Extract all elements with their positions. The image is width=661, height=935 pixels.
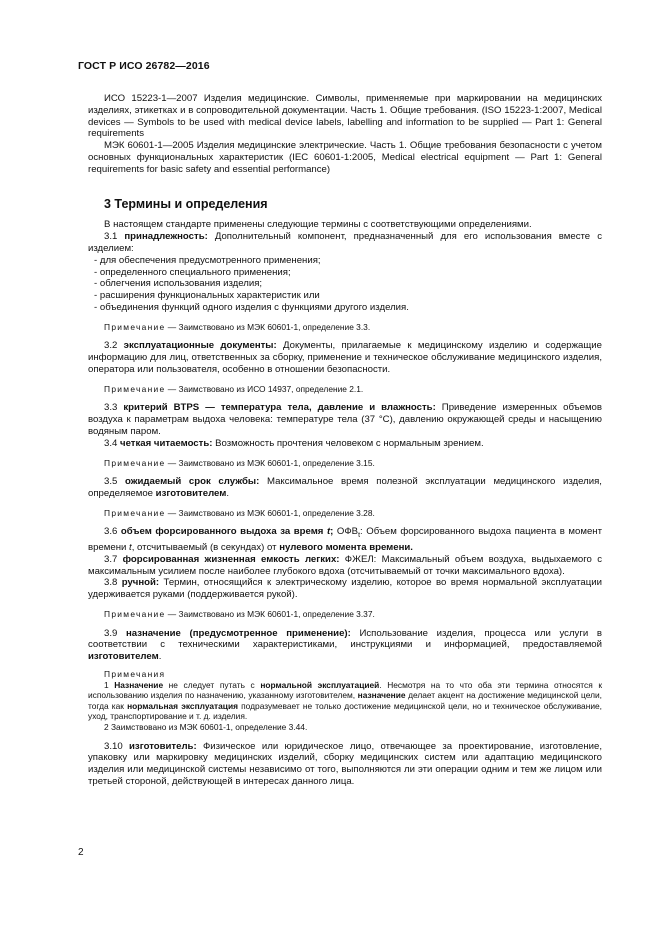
term-punct: ; <box>330 526 334 538</box>
term-definition: Дополнительный компонент, предназначенный для его использования вместе с изделием: <box>88 231 602 254</box>
note-3-9-2: 2 Заимствовано из МЭК 60601-1, определение 3.44. <box>104 721 308 732</box>
term-abbreviation: ОФВ <box>333 526 359 538</box>
term-3-10 <box>88 741 602 788</box>
term-number: 3.9 <box>104 627 126 639</box>
reference-iso-15223: ИСО 15223-1—2007 Изделия медицинские. Символы, применяемые при маркировании на медицинских изделиях, этикетках и в сопроводительной документации. Часть 1. Общие требования. (ISO 15223-1:2007, Medical devices — Symbols to be used with medical device labels, labelling and information to be supplied — Part 1: General requirements <box>88 93 602 140</box>
term-definition: Возможность прочтения человеком с нормальным зрением. <box>212 437 484 449</box>
accessory-purpose-list <box>88 255 602 314</box>
list-item: - определенного специального применения; <box>94 266 291 278</box>
term-variable: t <box>326 526 331 538</box>
abbreviation-subscript: t <box>358 532 361 540</box>
section-intro: В настоящем стандарте применены следующие термины с соответствующими определениями. <box>104 219 532 231</box>
note-text: . Несмотря на то что оба эти термина относятся к использованию изделия по назначению, указанному изготовителем, <box>88 679 602 701</box>
note-text: подразумевает не только достижение медицинской цели, но и техническое обслуживание, уход, транспортирование и т. д. изделия. <box>88 700 602 722</box>
term-end: . <box>226 487 230 499</box>
term-definition: Использование изделия, процесса или услуги в соответствии с техническими характеристиками, инструкциями и информацией, предоставляемой <box>88 627 602 651</box>
time-variable: t <box>129 542 132 553</box>
list-item: - расширения функциональных характеристик или <box>94 290 320 302</box>
term-end: . <box>158 651 162 663</box>
term-number: 3.7 <box>104 553 123 565</box>
term-name: четкая читаемость: <box>120 437 213 449</box>
term-name: назначение (предусмотренное применение): <box>126 627 351 639</box>
note-3-9-1 <box>88 680 602 722</box>
note-text: — Заимствовано из МЭК 60601-1, определение 3.3. <box>165 321 371 332</box>
term-number: 3.8 <box>104 577 122 589</box>
term-name: объем форсированного выдоха за время <box>120 526 327 538</box>
term-3-1 <box>88 231 602 255</box>
term-reference: нормальная эксплуатация <box>127 700 238 711</box>
term-3-9 <box>88 628 602 663</box>
section-title: 3 Термины и определения <box>104 196 268 211</box>
note-3-8 <box>88 609 602 620</box>
term-reference: нулевого момента времени. <box>279 542 413 553</box>
note-text: не следует путать с <box>163 679 261 690</box>
term-number: 3.3 <box>104 402 124 414</box>
note-label: Примечание <box>104 507 166 518</box>
note-text: — Заимствовано из ИСО 14937, определение 2.1. <box>165 383 364 394</box>
note-3-4 <box>88 458 602 469</box>
term-name: форсированная жизненная емкость легких: <box>122 553 340 565</box>
standard-header: ГОСТ Р ИСО 26782—2016 <box>78 60 210 72</box>
note-label: Примечание <box>104 321 166 332</box>
note-3-2 <box>88 384 602 395</box>
term-3-5 <box>88 476 602 500</box>
term-number: 3.4 <box>104 437 121 449</box>
note-label: Примечание <box>104 457 166 468</box>
term-number: 3.6 <box>104 526 121 538</box>
note-3-5 <box>88 508 602 519</box>
term-name: ожидаемый срок службы: <box>125 476 260 488</box>
term-name: критерий BTPS — температура тела, давление и влажность: <box>123 402 436 414</box>
term-3-4 <box>88 438 602 450</box>
term-reference: изготовителем <box>155 487 227 499</box>
reference-iec-60601: МЭК 60601-1—2005 Изделия медицинские электрические. Часть 1. Общие требования безопасности с учетом основных функциональных характеристик (IEC 60601-1:2005, Medical electrical equipment — Part 1: General requirements for basic safety and essential performance) <box>88 140 602 175</box>
note-text: — Заимствовано из МЭК 60601-1, определение 3.28. <box>165 507 375 518</box>
term-3-7 <box>88 554 602 578</box>
note-number: 1 <box>104 679 115 690</box>
term-3-6 <box>88 526 602 554</box>
term-number: 3.5 <box>104 476 125 488</box>
page-content <box>88 93 602 788</box>
term-definition: Приведение измеренных объемов воздуха к параметрам выдоха человека: температуре тела (37 °С), давлению окружающей среды и насыщению водяным паром. <box>88 402 602 437</box>
list-item: - облегчения использования изделия; <box>94 278 263 290</box>
term-name: ручной: <box>121 577 160 589</box>
term-definition: Физическое или юридическое лицо, отвечающее за проектирование, изготовление, упаковку или маркировку медицинских изделий, сборку медицинских систем или адаптацию медицинского изделия или медицинской системы независимо от того, выполняются ли эти операции одним и тем же лицом или третьей стороной, действующей в интересах данного лица. <box>88 740 603 787</box>
term-number: 3.1 <box>104 231 125 243</box>
notes-label: Примечания <box>104 668 166 679</box>
term-definition: Документы, прилагаемые к медицинскому изделию и содержащие информацию для лиц, ответственных за сборку, применение и техническое обслуживание медицинского изделия, оператора или пользователя, особенно в отношении безопасности. <box>88 340 602 375</box>
note-text: делает акцент на достижение медицинской цели, тогда как <box>88 690 602 711</box>
note-text: — Заимствовано из МЭК 60601-1, определение 3.15. <box>165 457 375 468</box>
term-name: изготовитель: <box>129 740 197 752</box>
term-definition-cont: , отсчитываемый (в секундах) от <box>131 542 280 553</box>
term-number: 3.2 <box>104 340 124 352</box>
list-item: - для обеспечения предусмотренного применения; <box>94 254 321 266</box>
notes-3-9 <box>88 669 602 733</box>
note-3-1 <box>88 322 602 333</box>
term-number: 3.10 <box>104 740 130 752</box>
term-3-2 <box>88 340 602 375</box>
note-label: Примечание <box>104 383 166 394</box>
term-reference: Назначение <box>114 679 164 690</box>
term-definition: Максимальное время полезной эксплуатации медицинского изделия, определяемое <box>88 476 602 499</box>
note-label: Примечание <box>104 608 166 619</box>
term-3-3 <box>88 402 602 437</box>
term-definition: Термин, относящийся к электрическому изделию, которое во время нормальной эксплуатации удерживается руками (поддерживается рукой). <box>88 577 602 601</box>
list-item: - объединения функций одного изделия с функциями другого изделия. <box>94 301 409 313</box>
term-reference: нормальной эксплуатацией <box>260 679 380 690</box>
term-name: эксплуатационные документы: <box>123 340 277 352</box>
page-number: 2 <box>78 847 84 858</box>
term-definition: ФЖЕЛ: Максимальный объем воздуха, выдыхаемого с максимальным усилием после наиболее глубокого вдоха (отсчитываемый от точки максимального вдоха). <box>88 553 602 577</box>
term-name: принадлежность: <box>124 231 208 243</box>
term-reference: назначение <box>357 690 406 701</box>
term-reference: изготовителем <box>88 651 159 663</box>
term-definition: : Объем форсированного выдоха пациента в момент времени <box>88 526 602 553</box>
note-text: — Заимствовано из МЭК 60601-1, определение 3.37. <box>165 608 375 619</box>
term-3-8 <box>88 577 602 601</box>
